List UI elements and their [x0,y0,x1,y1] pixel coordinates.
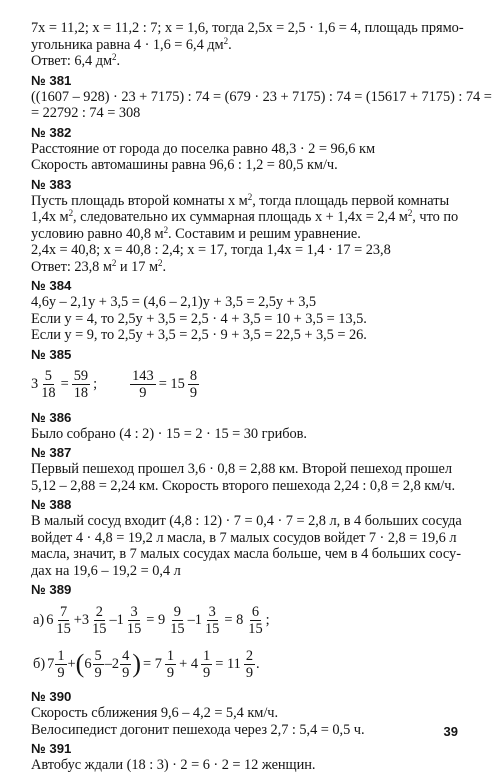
problem-heading-391: № 391 [31,741,72,756]
fraction: $\frac{143}{9}$ [132,368,154,401]
text-line: Было собрано (4 : 2) · 15 = 2 · 15 = 30 грибов. [31,425,307,442]
text-line: Скорость сближения 9,6 – 4,2 = 5,4 км/ч. [31,705,279,721]
fraction: $\frac{3}{15}$ [204,603,220,637]
text-line: 7x = 11,2; x = 11,2 : 7; x = 1,6, тогда 2,5x = 2,5 · 1,6 = 4, площадь прямо- [31,20,464,36]
text-line: Расстояние от города до поселка равно 48,3 · 2 = 96,6 км [31,140,375,157]
fraction: 5 9 [94,647,102,681]
problem-heading-388: № 388 [31,497,72,512]
text-line: 2,4x = 40,8; x = 40,8 : 2,4; x = 17, тогда 1,4x = 1,4 · 17 = 23,8 [31,242,391,258]
fraction: $\frac{3}{15}$ [126,603,142,637]
text-line: дах на 19,6 – 19,2 = 0,4 л [31,562,181,579]
text-line: 1,4x $м^2$, следовательно их суммарная площадь x + 1,4x = 2,4 $м^2$, что по [31,208,459,225]
problem-heading-384: № 384 [31,278,72,293]
problem-heading-390: № 390 [31,689,72,704]
fraction-expression: 3 $\frac{5}{18}$ = $\frac{59}{18}$ ; $\frac{143}{9}$ = 15 8 9 [31,368,198,401]
answer-line: Ответ: 6,4 $дм^2$. [31,52,121,69]
text-line: угольника равна 4 · 1,6 = 6,4 $дм^2$. [31,35,232,53]
problem-heading-381: № 381 [31,72,72,88]
fraction: $\frac{59}{18}$ [73,368,89,401]
fraction: 1 9 [57,647,65,681]
fraction: $\frac{5}{18}$ [41,368,56,401]
text-line: Первый пешеход прошел 3,6 · 0,8 = 2,88 км. Второй пешеход прошел [31,461,452,477]
text-line: 5,12 – 2,88 = 2,24 км. Скорость второго пешехода 2,24 : 0,8 = 2,8 км/ч. [31,477,455,494]
answer-line: Ответ: 23,8 $м^2$ и 17 $м^2$. [31,257,167,275]
fraction: 2 9 [245,647,254,681]
fraction: 6 15 [248,603,263,637]
text-line: ((1607 – 928) · 23 + 7175) : 74 = (679 · 23 + 7175) : 74 = (15617 + 7175) : 74 = [31,88,492,105]
problem-heading-387: № 387 [31,445,72,460]
text-line: = 22792 : 74 = 308 [31,105,141,121]
page-number: 39 [443,724,458,739]
text-line: Если y = 9, то 2,5y + 3,5 = 2,5 · 9 + 3,5 = 22,5 + 3,5 = 26. [31,327,367,343]
text-line: масла, значит, в 7 малых сосудах масла больше, чем в 4 больших сосу- [31,546,461,562]
text-line: Если y = 4, то 2,5y + 3,5 = 2,5 · 4 + 3,5 = 10 + 3,5 = 13,5. [31,310,367,327]
text-line: Велосипедист догонит пешехода через 2,7 : 5,4 = 0,5 ч. [31,721,365,738]
text-line: Скорость автомашины равна 96,6 : 1,2 = 80,5 км/ч. [31,157,338,173]
fraction: 1 9 [166,647,175,681]
text-line: Автобус ждали (18 : 3) · 2 = 6 · 2 = 12 женщин. [31,757,316,773]
text-line: 4,6y – 2,1y + 3,5 = (4,6 – 2,1)y + 3,5 = 2,5y + 3,5 [31,294,317,310]
problem-heading-382: № 382 [31,124,72,140]
fraction: $\frac{1}{9}$ [203,647,211,681]
fraction: 7 15 [56,603,71,637]
text-line: Пусть площадь второй комнаты x $м^2$, тогда площадь первой комнаты [31,191,450,209]
fraction: 2 15 [92,603,107,637]
text-line: условию равно 40,8 $м^2$. Составим и решим уравнение. [31,224,361,242]
fraction: 4 9 [122,647,130,681]
problem-heading-383: № 383 [31,176,72,192]
fraction: 8 9 [189,368,198,401]
fraction: 9 15 [170,603,185,637]
problem-heading-386: № 386 [31,409,72,425]
problem-heading-389: № 389 [31,582,72,597]
fraction-expression-a: а) 6 7 15 +3 2 15 –1 $\frac{3}{15}$ = 9 9 15 –1 $\frac{3}{15}$ = 8 6 15 ; [33,603,270,637]
text-line: войдет 4 · 4,8 = 19,2 л масла, в 7 малых сосудов войдет 7 · 2,8 = 19,6 л [31,529,457,546]
solutions-page [31,20,492,774]
fraction-expression-b: б) 7 1 9 + ( 6 5 9 –2 4 9 ) = 7 1 9 + 4 $\frac{1}{9}$ = 11 2 9 . [33,647,260,681]
text-line: В малый сосуд входит (4,8 : 12) · 7 = 0,4 · 7 = 2,8 л, в 4 больших сосуда [31,513,462,529]
problem-heading-385: № 385 [31,346,72,362]
